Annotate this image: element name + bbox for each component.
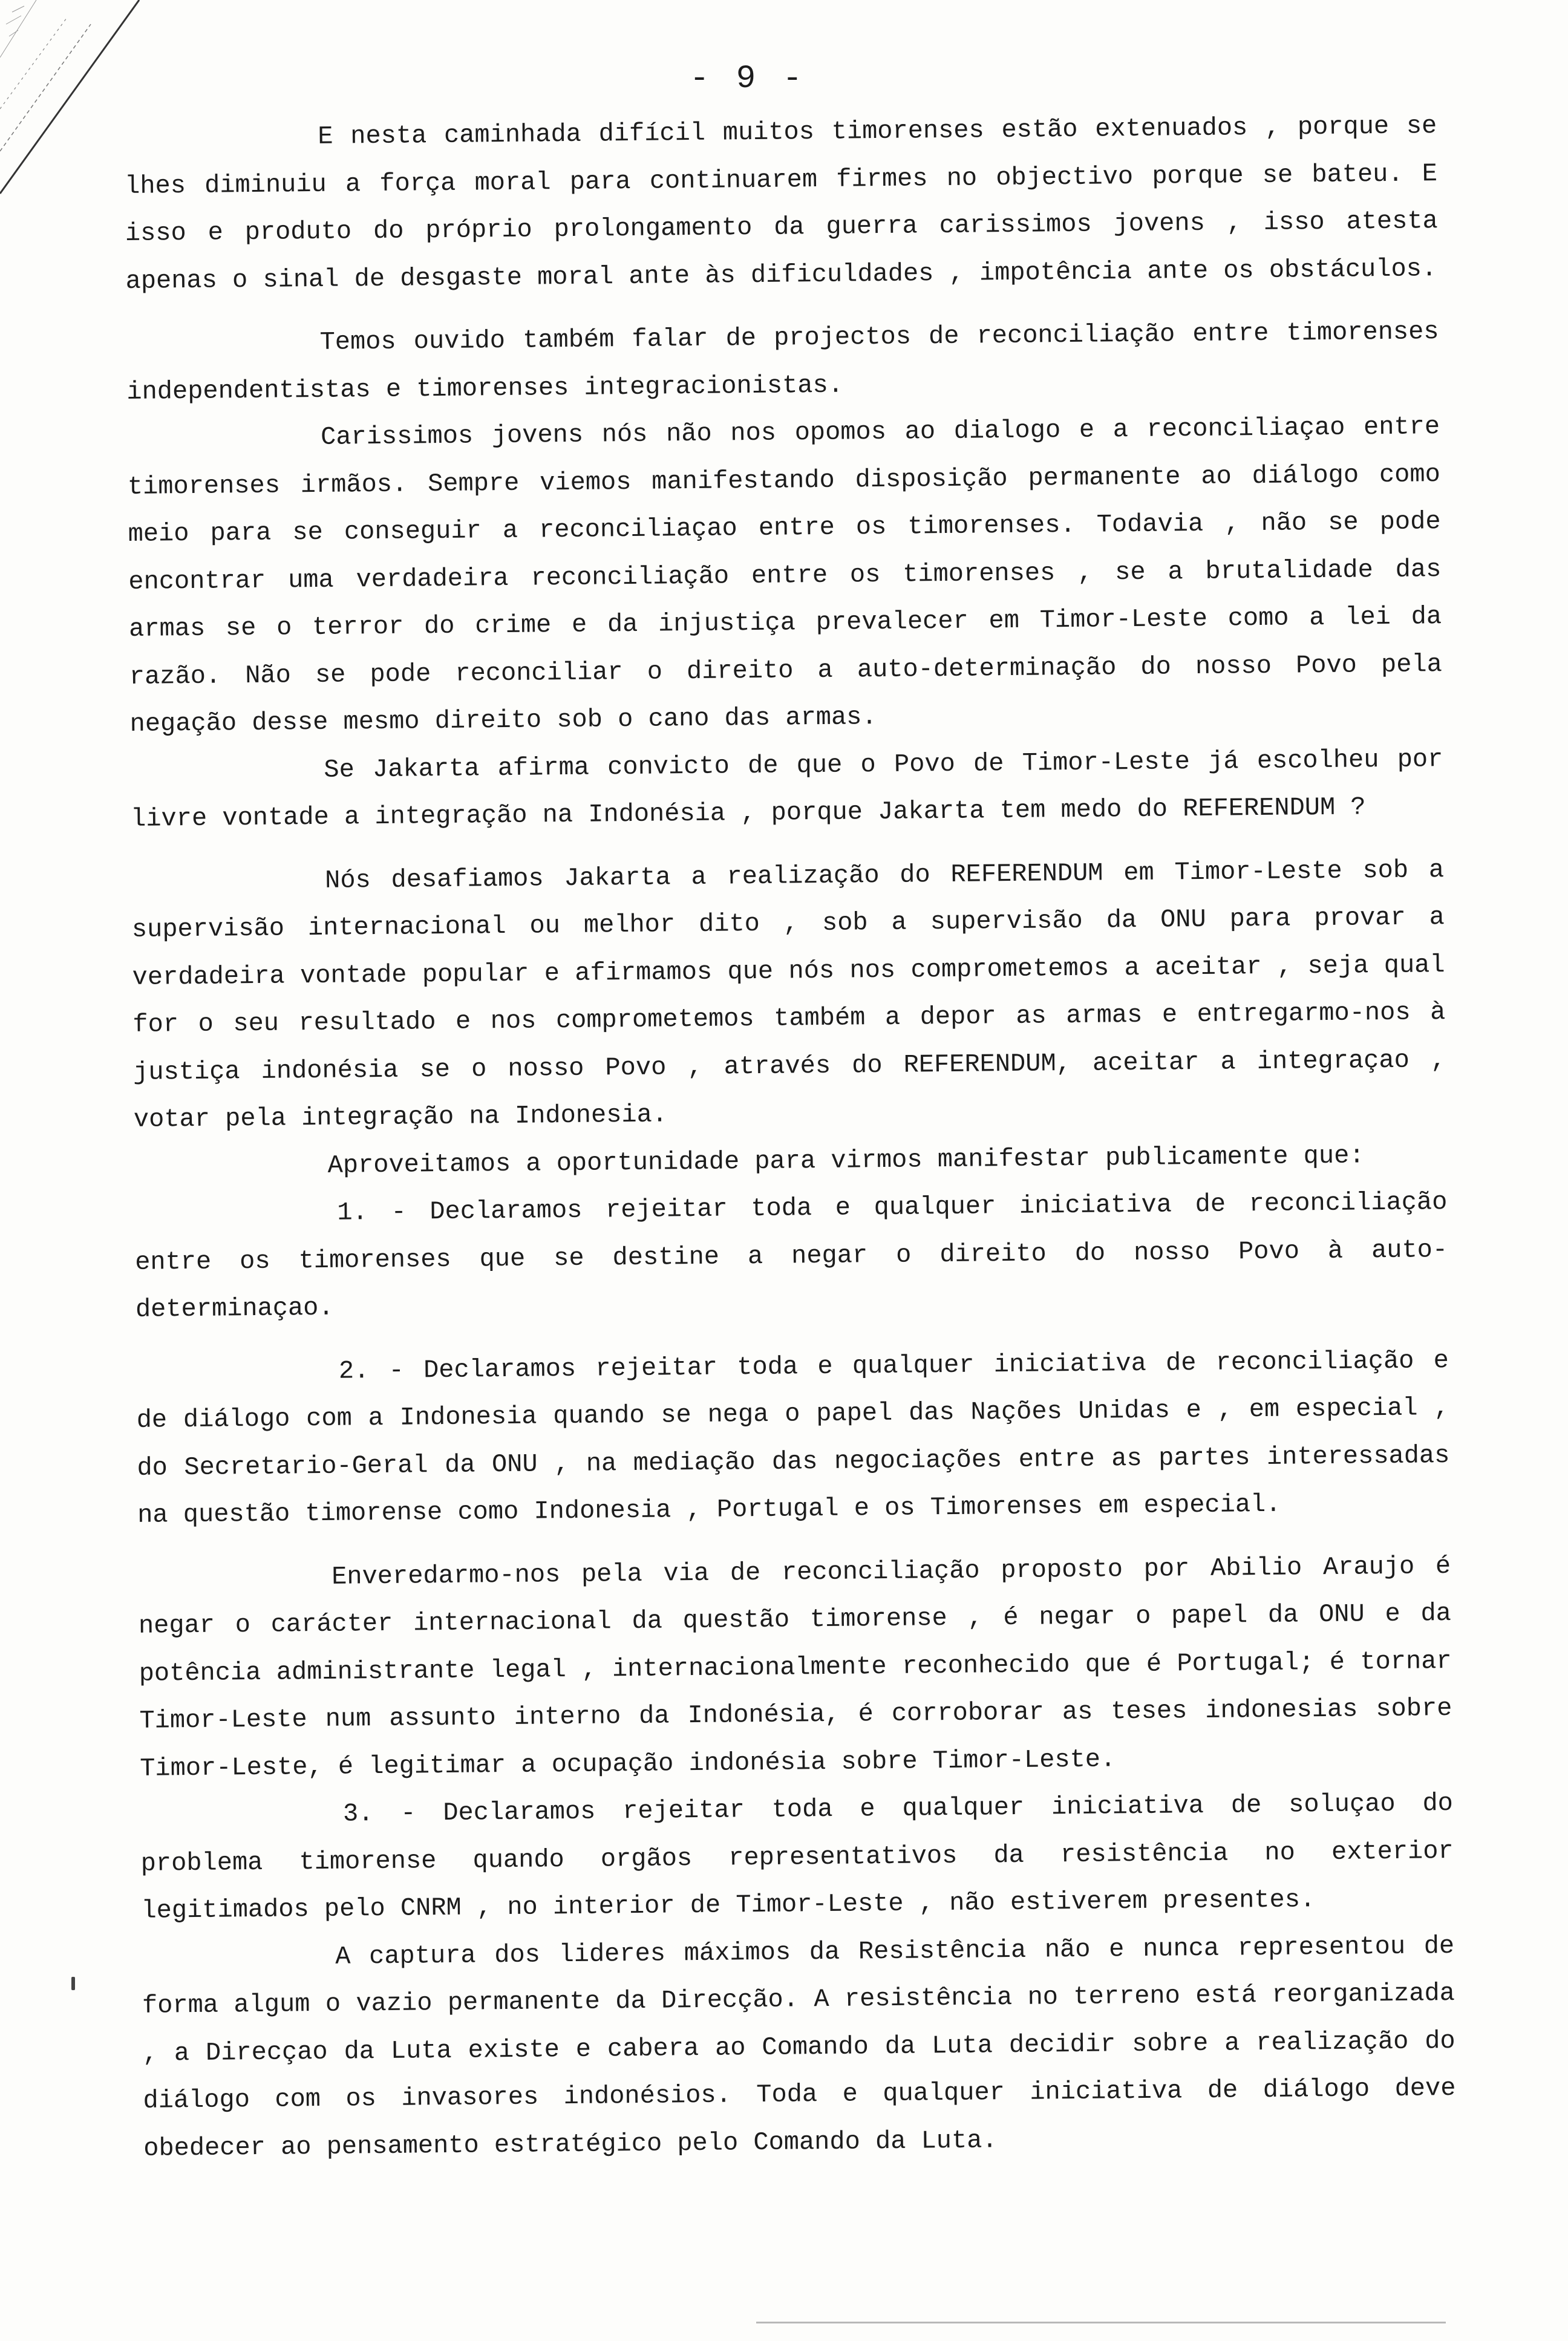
document-body: [124, 102, 1457, 2172]
paragraph: Nós desafiamos Jakarta a realização do REFERENDUM em Timor-Leste sob a supervisão internacional ou melhor dito , sob a supervisão da ONU para provar a verdadeira vontade popular e afirmamos que nós nos comprometemos a aceitar , seja qual for o seu resultado e nos comprometemos também a depor as armas e entregarmo-nos à justiça indonésia se o nosso Povo , através do REFERENDUM, aceitar a integraçao , votar pela integração na Indonesia.: [131, 855, 1446, 1134]
paragraph: Aproveitamos a oportunidade para virmos manifestar publicamente que:: [327, 1140, 1365, 1180]
paragraph: E nesta caminhada difícil muitos timorenses estão extenuados , porque se lhes diminuiu a força moral para continuarem firmes no objectivo porque se bateu. E isso e produto do próprio prolongamento da guerra carissimos jovens , isso atesta apenas o sinal de desgaste moral ante às dificuldades , impotência ante os obstáculos.: [124, 111, 1439, 296]
paragraph: A captura dos lideres máximos da Resistência não e nunca representou de forma algum o vazio permanente da Direcção. A resistência no terreno está reorganizada , a Direcçao da Luta existe e cabera ao Comando da Luta decidir sobre a realização do diálogo com os invasores indonésios. Toda e qualquer iniciativa de diálogo deve obedecer ao pensamento estratégico pelo Comando da Luta.: [142, 1931, 1456, 2163]
list-item: 2. - Declaramos rejeitar toda e qualquer iniciativa de reconciliação e de diálogo com a Indonesia quando se nega o papel das Nações Unidas e , em especial , do Secretario-Geral da ONU , na mediação das negociações entre as partes interessadas na questão timorense como Indonesia , Portugal e os Timorenses em especial.: [136, 1345, 1450, 1530]
list-item: 3. - Declaramos rejeitar toda e qualquer iniciativa de soluçao do problema timorense quando orgãos representativos da resistência no exterior legitimados pelo CNRM , no interior de Timor-Leste , não estiverem presentes.: [140, 1789, 1454, 1925]
page-number: - 9 -: [690, 60, 806, 97]
paragraph: Temos ouvido também falar de projectos de reconciliação entre timorenses independentistas e timorenses integracionistas.: [126, 317, 1439, 406]
bottom-scan-line: [756, 2322, 1446, 2323]
paragraph: Enveredarmo-nos pela via de reconciliação proposto por Abilio Araujo é negar o carácter internacional da questão timorense , é negar o papel da ONU e da potência administrante legal , internacionalmente reconhecido que é Portugal; é tornar Timor-Leste num assunto interno da Indonésia, é corroborar as teses indonesias sobre Timor-Leste, é legitimar a ocupação indonésia sobre Timor-Leste.: [138, 1551, 1452, 1783]
paragraph: Se Jakarta afirma convicto de que o Povo de Timor-Leste já escolheu por livre vontade a integração na Indonésia , porque Jakarta tem medo do REFERENDUM ?: [130, 744, 1443, 834]
margin-mark: [71, 1977, 75, 1990]
paragraph: Carissimos jovens nós não nos opomos ao dialogo e a reconciliaçao entre timorenses irmãos. Sempre viemos manifestando disposição permanente ao diálogo como meio para se conseguir a reconciliaçao entre os timorenses. Todavia , não se pode encontrar uma verdadeira reconciliação entre os timorenses , se a brutalidade das armas se o terror do crime e da injustiça prevalecer em Timor-Leste como a lei da razão. Não se pode reconciliar o direito a auto-determinação do nosso Povo pela negação desse mesmo direito sob o cano das armas.: [127, 412, 1443, 739]
list-item: 1. - Declaramos rejeitar toda e qualquer iniciativa de reconciliação entre os timorenses que se destine a negar o direito do nosso Povo à auto-determinaçao.: [134, 1187, 1448, 1324]
